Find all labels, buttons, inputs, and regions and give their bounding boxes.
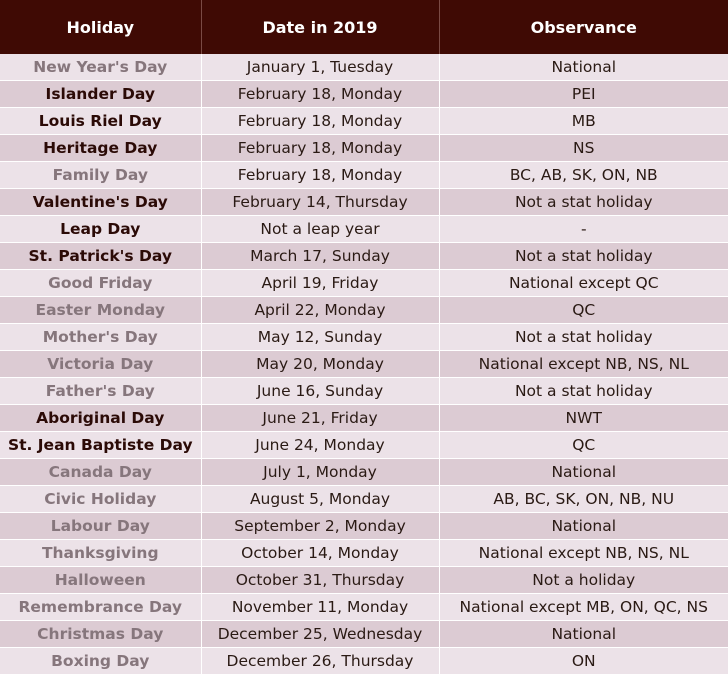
date-cell: June 21, Friday	[201, 405, 439, 432]
date-cell: February 18, Monday	[201, 135, 439, 162]
observance-cell: Not a stat holiday	[439, 378, 728, 405]
table-row	[0, 486, 728, 513]
observance-cell: National	[439, 513, 728, 540]
observance-cell: National	[439, 621, 728, 648]
date-cell: August 5, Monday	[201, 486, 439, 513]
holiday-cell: Family Day	[0, 162, 201, 189]
date-cell: April 22, Monday	[201, 297, 439, 324]
date-cell: February 14, Thursday	[201, 189, 439, 216]
holiday-cell: Leap Day	[0, 216, 201, 243]
date-cell: June 24, Monday	[201, 432, 439, 459]
table-row	[0, 81, 728, 108]
holiday-cell: Mother's Day	[0, 324, 201, 351]
table-row	[0, 459, 728, 486]
table-row	[0, 135, 728, 162]
table-row	[0, 405, 728, 432]
holiday-cell: St. Jean Baptiste Day	[0, 432, 201, 459]
table-row	[0, 648, 728, 675]
observance-cell: MB	[439, 108, 728, 135]
table-row	[0, 432, 728, 459]
date-cell: May 20, Monday	[201, 351, 439, 378]
date-cell: April 19, Friday	[201, 270, 439, 297]
table-row	[0, 189, 728, 216]
observance-cell: BC, AB, SK, ON, NB	[439, 162, 728, 189]
date-cell: Not a leap year	[201, 216, 439, 243]
observance-cell: ON	[439, 648, 728, 675]
header-row	[0, 0, 728, 54]
holiday-cell: Valentine's Day	[0, 189, 201, 216]
table-row	[0, 108, 728, 135]
observance-cell: National except NB, NS, NL	[439, 351, 728, 378]
observance-cell: National except QC	[439, 270, 728, 297]
observance-cell: AB, BC, SK, ON, NB, NU	[439, 486, 728, 513]
observance-cell: QC	[439, 432, 728, 459]
table-row	[0, 378, 728, 405]
date-cell: July 1, Monday	[201, 459, 439, 486]
holiday-cell: Boxing Day	[0, 648, 201, 675]
date-cell: January 1, Tuesday	[201, 54, 439, 81]
observance-cell: National except NB, NS, NL	[439, 540, 728, 567]
table-row	[0, 351, 728, 378]
table-row	[0, 243, 728, 270]
table-row	[0, 540, 728, 567]
table-row	[0, 621, 728, 648]
table-row	[0, 594, 728, 621]
holiday-cell: Thanksgiving	[0, 540, 201, 567]
header-holiday: Holiday	[0, 0, 201, 54]
table-row	[0, 54, 728, 81]
table-body	[0, 54, 728, 675]
date-cell: October 31, Thursday	[201, 567, 439, 594]
header-date: Date in 2019	[201, 0, 439, 54]
observance-cell: National except MB, ON, QC, NS	[439, 594, 728, 621]
date-cell: September 2, Monday	[201, 513, 439, 540]
holiday-cell: Louis Riel Day	[0, 108, 201, 135]
date-cell: December 25, Wednesday	[201, 621, 439, 648]
holiday-cell: Father's Day	[0, 378, 201, 405]
holiday-cell: Halloween	[0, 567, 201, 594]
table-row	[0, 270, 728, 297]
date-cell: March 17, Sunday	[201, 243, 439, 270]
date-cell: February 18, Monday	[201, 81, 439, 108]
holiday-cell: Victoria Day	[0, 351, 201, 378]
holiday-cell: Christmas Day	[0, 621, 201, 648]
observance-cell: NWT	[439, 405, 728, 432]
observance-cell: -	[439, 216, 728, 243]
observance-cell: National	[439, 459, 728, 486]
table-row	[0, 216, 728, 243]
holiday-cell: Heritage Day	[0, 135, 201, 162]
observance-cell: National	[439, 54, 728, 81]
date-cell: February 18, Monday	[201, 162, 439, 189]
table-row	[0, 513, 728, 540]
holiday-cell: Remembrance Day	[0, 594, 201, 621]
observance-cell: NS	[439, 135, 728, 162]
holiday-cell: Good Friday	[0, 270, 201, 297]
observance-cell: Not a stat holiday	[439, 189, 728, 216]
holiday-cell: Aboriginal Day	[0, 405, 201, 432]
holiday-cell: Islander Day	[0, 81, 201, 108]
date-cell: November 11, Monday	[201, 594, 439, 621]
holiday-cell: Canada Day	[0, 459, 201, 486]
holiday-cell: New Year's Day	[0, 54, 201, 81]
table-row	[0, 297, 728, 324]
holiday-cell: Labour Day	[0, 513, 201, 540]
date-cell: December 26, Thursday	[201, 648, 439, 675]
table-row	[0, 324, 728, 351]
table-row	[0, 162, 728, 189]
holiday-cell: St. Patrick's Day	[0, 243, 201, 270]
observance-cell: Not a stat holiday	[439, 243, 728, 270]
observance-cell: PEI	[439, 81, 728, 108]
table-row	[0, 567, 728, 594]
date-cell: October 14, Monday	[201, 540, 439, 567]
date-cell: May 12, Sunday	[201, 324, 439, 351]
observance-cell: QC	[439, 297, 728, 324]
date-cell: February 18, Monday	[201, 108, 439, 135]
date-cell: June 16, Sunday	[201, 378, 439, 405]
observance-cell: Not a holiday	[439, 567, 728, 594]
holiday-cell: Civic Holiday	[0, 486, 201, 513]
header-observance: Observance	[439, 0, 728, 54]
observance-cell: Not a stat holiday	[439, 324, 728, 351]
holiday-cell: Easter Monday	[0, 297, 201, 324]
